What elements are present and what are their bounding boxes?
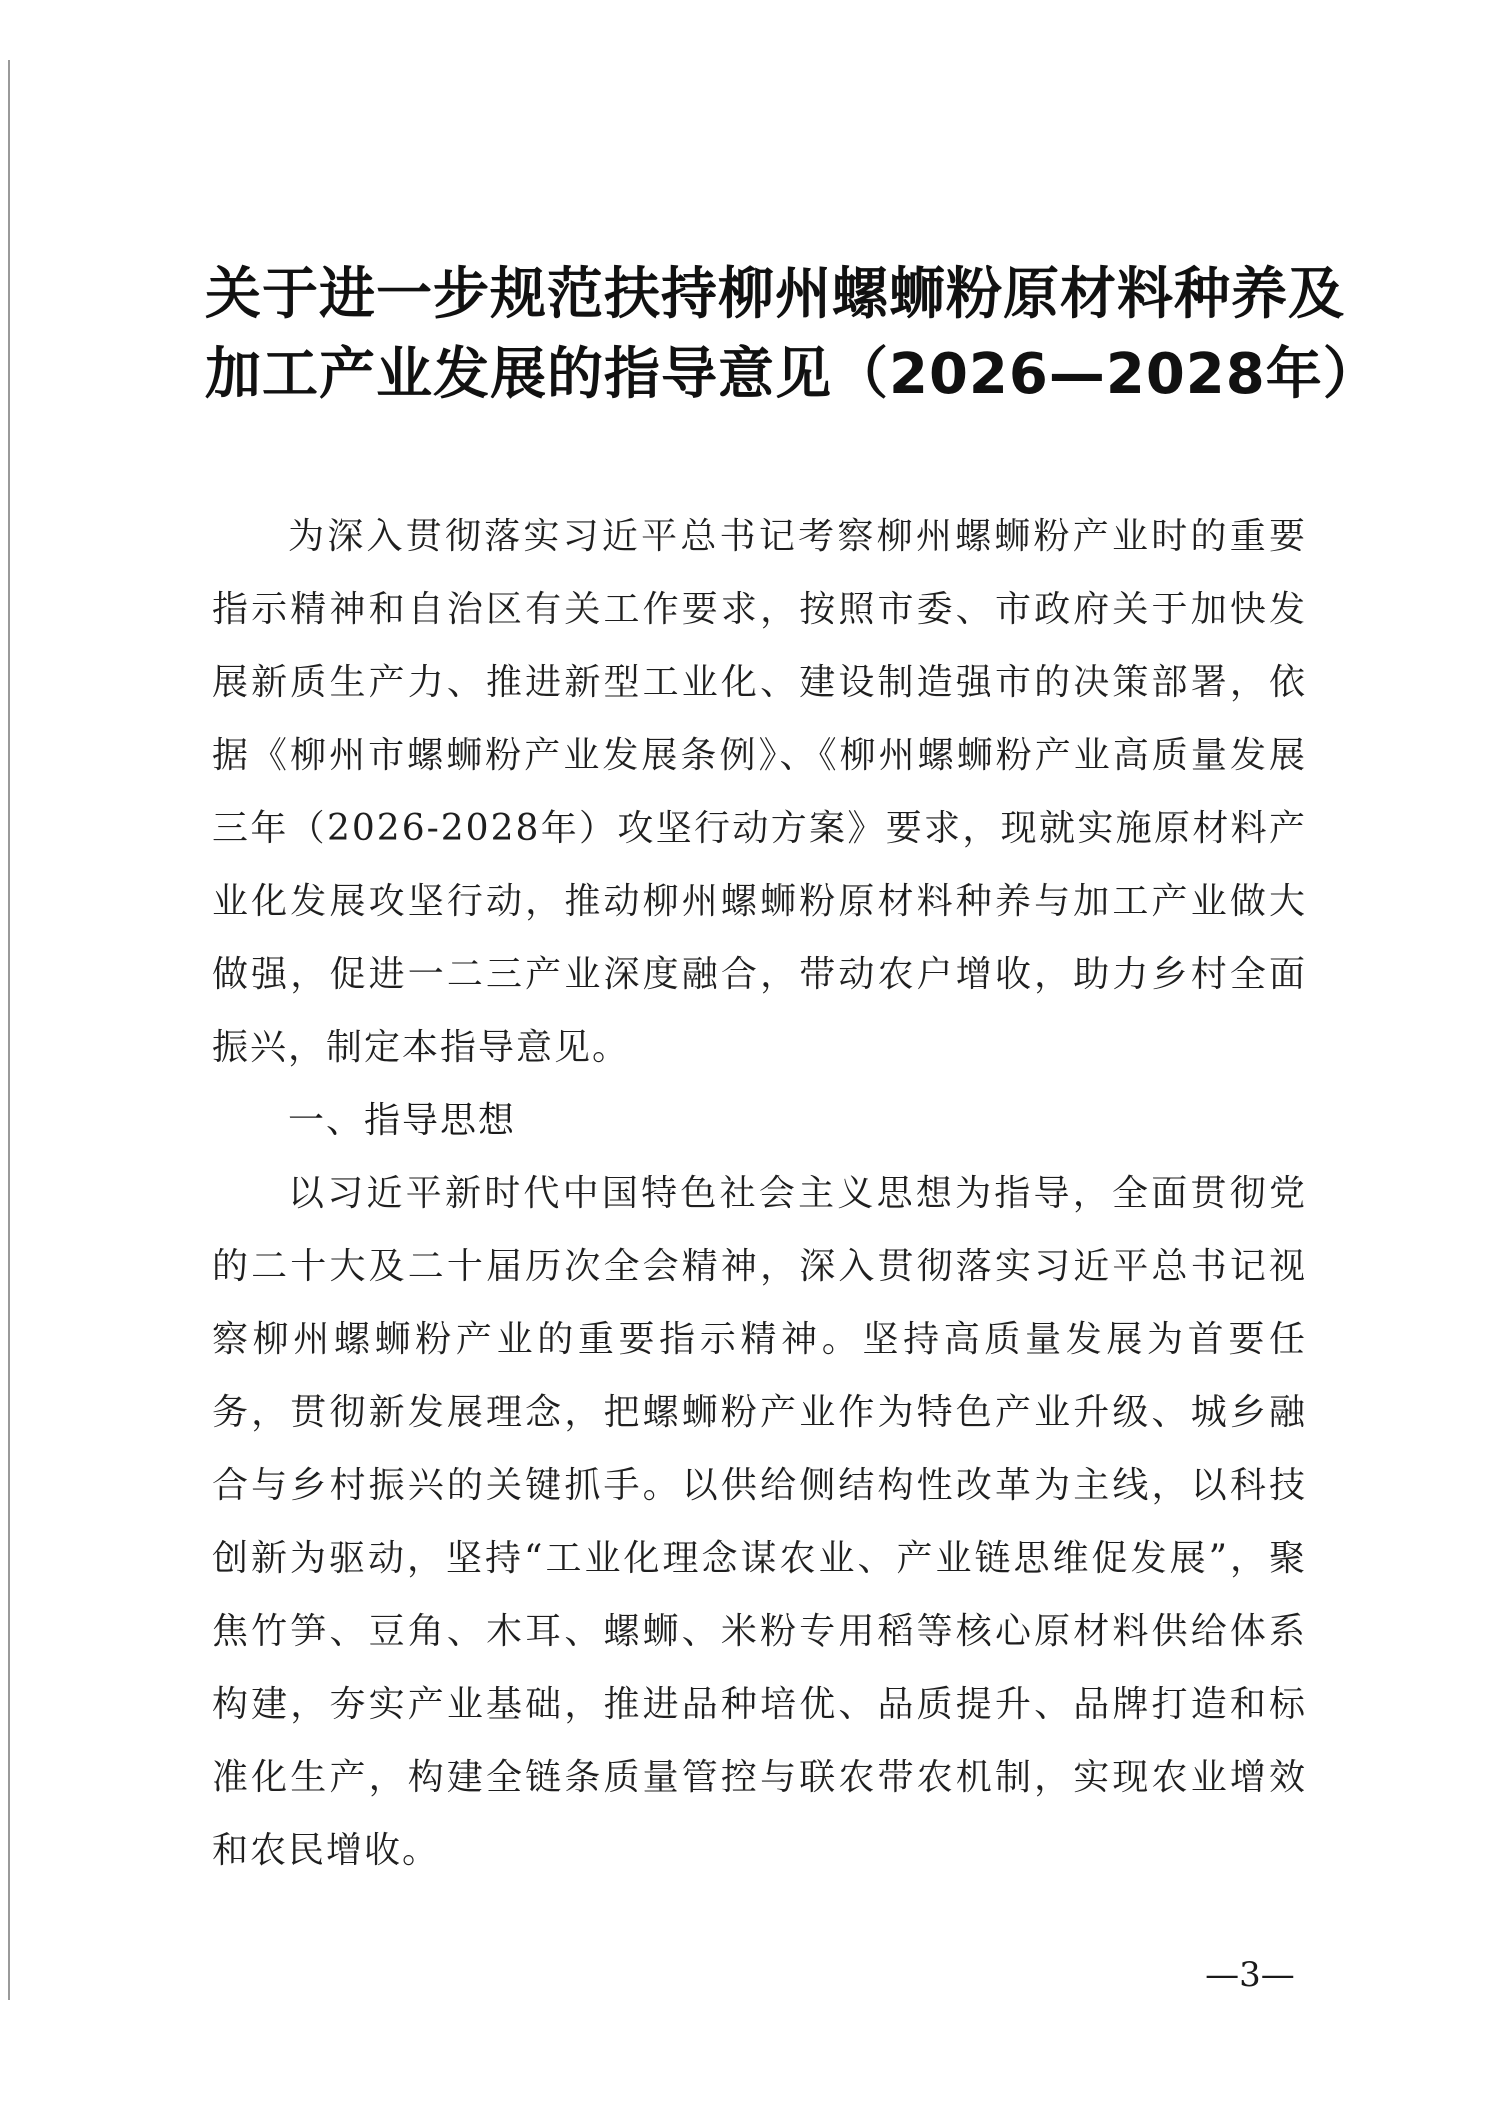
document-title xyxy=(205,255,1380,415)
document-body xyxy=(212,500,1307,1887)
title-line-2: 加工产业发展的指导意见（2026—2028年） xyxy=(205,342,1380,407)
title-line-1: 关于进一步规范扶持柳州螺蛳粉原材料种养及 xyxy=(205,262,1345,327)
scan-edge-line xyxy=(8,60,10,2000)
page-number: —3— xyxy=(1205,1955,1295,1995)
intro-paragraph: 为深入贯彻落实习近平总书记考察柳州螺蛳粉产业时的重要指示精神和自治区有关工作要求，按照市委、市政府关于加快发展新质生产力、推进新型工业化、建设制造强市的决策部署，依据《柳州市螺蛳粉产业发展条例》、《柳州螺蛳粉产业高质量发展三年（2026-2028年）攻坚行动方案》要求，现就实施原材料产业化发展攻坚行动，推动柳州螺蛳粉原材料种养与加工产业做大做强，促进一二三产业深度融合，带动农户增收，助力乡村全面振兴，制定本指导意见。 xyxy=(212,516,1307,1068)
section-heading-guiding-ideology: 一、指导思想 xyxy=(288,1100,517,1141)
guiding-ideology-paragraph: 以习近平新时代中国特色社会主义思想为指导，全面贯彻党的二十大及二十届历次全会精神，深入贯彻落实习近平总书记视察柳州螺蛳粉产业的重要指示精神。坚持高质量发展为首要任务，贯彻新发展理念，把螺蛳粉产业作为特色产业升级、城乡融合与乡村振兴的关键抓手。以供给侧结构性改革为主线，以科技创新为驱动，坚持“工业化理念谋农业、产业链思维促发展”，聚焦竹笋、豆角、木耳、螺蛳、米粉专用稻等核心原材料供给体系构建，夯实产业基础，推进品种培优、品质提升、品牌打造和标准化生产，构建全链条质量管控与联农带农机制，实现农业增效和农民增收。 xyxy=(212,1173,1307,1871)
